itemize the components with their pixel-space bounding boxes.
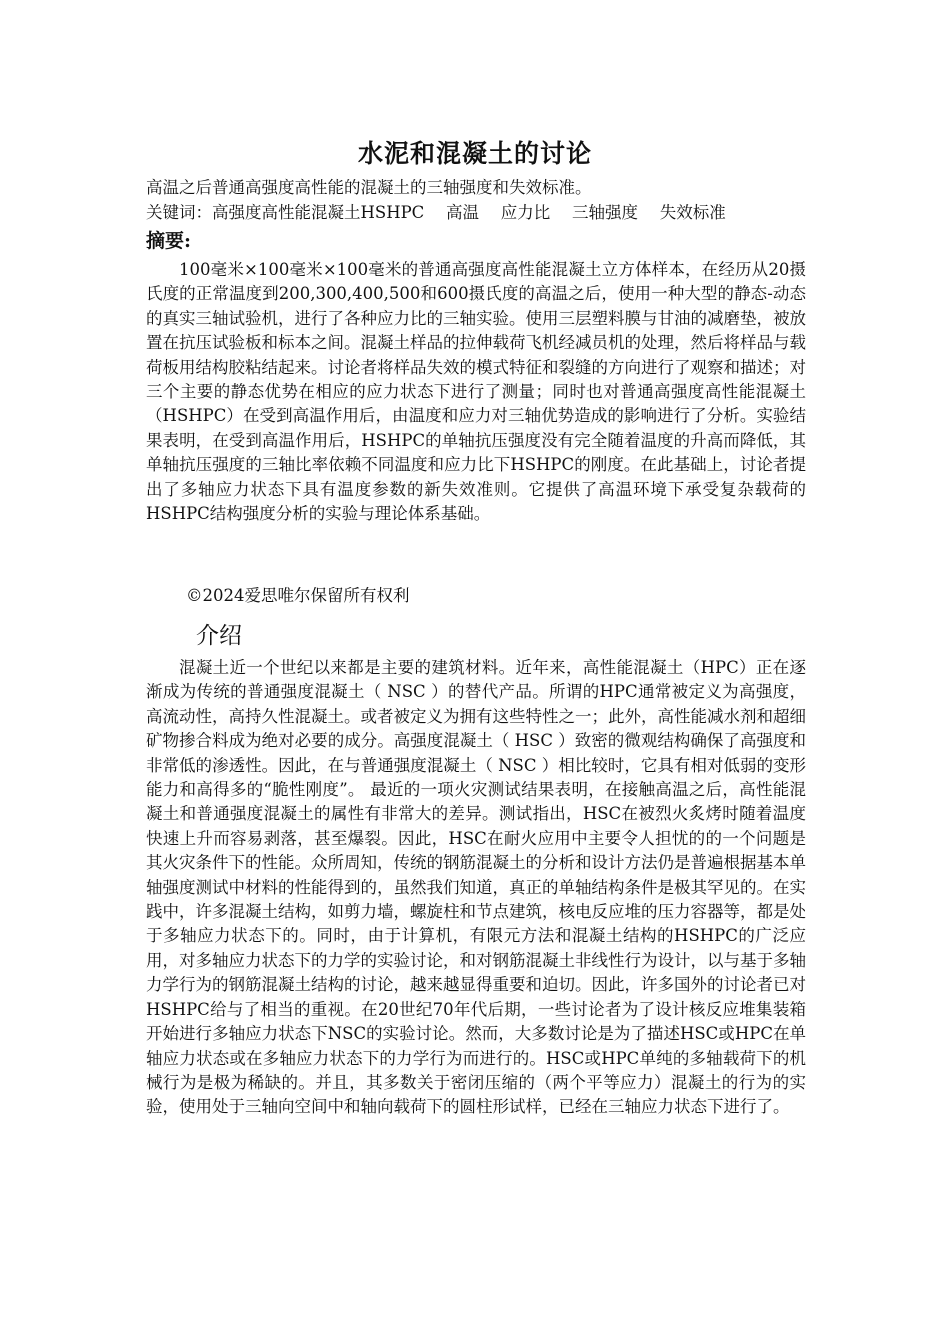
abstract-heading: 摘要: (146, 230, 192, 252)
document-title: 水泥和混凝土的讨论 (357, 139, 592, 168)
keywords-line: 关键词：高强度高性能混凝土HSHPC 高温 应力比 三轴强度 失效标准 (146, 203, 726, 222)
copyright-notice: ©2024爱思唯尔保留所有权利 (186, 586, 410, 605)
intro-heading: 介绍 (196, 623, 242, 649)
abstract-paragraph: 100毫米×100毫米×100毫米的普通高强度高性能混凝土立方体样本，在经历从20摄氏度的正常温度到200,300,400,500和600摄氏度的高温之后，使用一种大型的静态-动态的真实三轴试验机，进行了各种应力比的三轴实验。使用三层塑料膜与甘油的减磨垫，被放置在抗压试验板和标本之间。混凝土样品的拉伸载荷飞机经减员机的处理，然后将样品与载荷板用结构胶粘结起来。讨论者将样品失效的模式特征和裂缝的方向进行了观察和描述；对三个主要的静态优势在相应的应力状态下进行了测量；同时也对普通高强度高性能混凝土（HSHPC）在受到高温作用后，由温度和应力对三轴优势造成的影响进行了分析。实验结果表明，在受到高温作用后，HSHPC的单轴抗压强度没有完全随着温度的升高而降低，其单轴抗压强度的三轴比率依赖不同温度和应力比下HSHPC的刚度。在此基础上，讨论者提出了多轴应力状态下具有温度参数的新失效准则。它提供了高温环境下承受复杂载荷的HSHPC结构强度分析的实验与理论体系基础。 (146, 260, 806, 524)
intro-paragraph: 混凝土近一个世纪以来都是主要的建筑材料。近年来，高性能混凝土（HPC）正在逐渐成为传统的普通强度混凝土（ NSC ）的替代产品。所谓的HPC通常被定义为高强度，高流动性，高持久性混凝土。或者被定义为拥有这些特性之一；此外，高性能减水剂和超细矿物掺合料成为绝对必要的成分。高强度混凝土（ HSC ）致密的微观结构确保了高强度和非常低的渗透性。因此，在与普通强度混凝土（ NSC ）相比较时，它具有相对低弱的变形能力和高得多的“脆性刚度”。 最近的一项火灾测试结果表明，在接触高温之后，高性能混凝土和普通强度混凝土的属性有非常大的差异。测试指出，HSC在被烈火炙烤时随着温度快速上升而容易剥落，甚至爆裂。因此，HSC在耐火应用中主要令人担忧的的一个问题是其火灾条件下的性能。众所周知，传统的钢筋混凝土的分析和设计方法仍是普遍根据基本单轴强度测试中材料的性能得到的，虽然我们知道，真正的单轴结构条件是极其罕见的。在实践中，许多混凝土结构，如剪力墙，螺旋柱和节点建筑，核电反应堆的压力容器等，都是处于多轴应力状态下的。同时，由于计算机，有限元方法和混凝土结构的HSHPC的广泛应用，对多轴应力状态下的力学的实验讨论，和对钢筋混凝土非线性行为设计，以与基于多轴力学行为的钢筋混凝土结构的讨论，越来越显得重要和迫切。因此，许多国外的讨论者已对HSHPC给与了相当的重视。在20世纪70年代后期，一些讨论者为了设计核反应堆集装箱开始进行多轴应力状态下NSC的实验讨论。然而，大多数讨论是为了描述HSC或HPC在单轴应力状态或在多轴应力状态下的力学行为而进行的。HSC或HPC单纯的多轴载荷下的机械行为是极为稀缺的。并且，其多数关于密闭压缩的（两个平等应力）混凝土的行为的实验，使用处于三轴向空间中和轴向载荷下的圆柱形试样，已经在三轴应力状态下进行了。 (146, 658, 806, 1117)
document-subtitle: 高温之后普通高强度高性能的混凝土的三轴强度和失效标准。 (146, 178, 592, 197)
